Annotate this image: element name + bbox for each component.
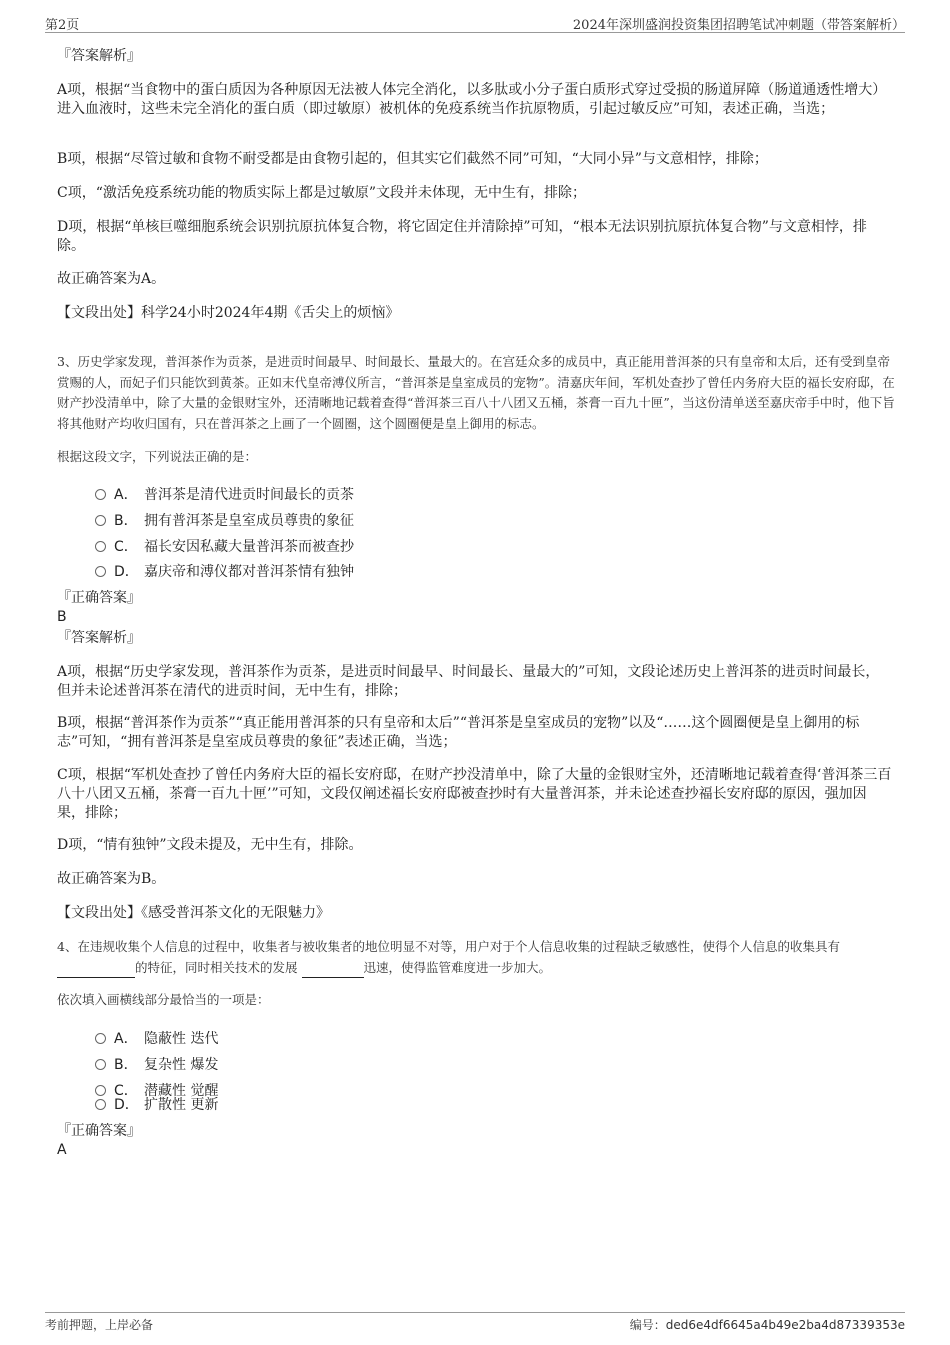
- radio-icon[interactable]: [95, 1059, 106, 1070]
- radio-icon[interactable]: [95, 515, 106, 526]
- q3-option-b[interactable]: B． 拥有普洱茶是皇室成员尊贵的象征: [95, 510, 354, 528]
- q2-source: 【文段出处】科学24小时2024年4期《舌尖上的烦恼》: [57, 305, 400, 321]
- q4-stem: 4、在违规收集个人信息的过程中，收集者与被收集者的地位明显不对等，用户对于个人信息收集的过程缺乏敏感性，使得个人信息的收集具有的特征，同时相关技术的发展 迅速，使得监管难度进一步加大。: [57, 937, 897, 978]
- blank-1: [57, 963, 135, 978]
- q4-correct-label: 『正确答案』: [57, 1123, 141, 1139]
- q3-option-c[interactable]: C． 福长安因私藏大量普洱茶而被查抄: [95, 536, 354, 554]
- q3-option-a[interactable]: A． 普洱茶是清代进贡时间最长的贡茶: [95, 484, 354, 502]
- q4-prompt: 依次填入画横线部分最恰当的一项是：: [57, 992, 270, 1007]
- q2-analysis-c: C项，“激活免疫系统功能的物质实际上都是过敏原”文段并未体现，无中生有，排除；: [57, 185, 587, 201]
- q4-option-d[interactable]: D． 扩散性 更新: [95, 1094, 218, 1112]
- blank-2: [302, 963, 364, 978]
- q3-prompt: 根据这段文字，下列说法正确的是：: [57, 449, 258, 464]
- radio-icon[interactable]: [95, 489, 106, 500]
- q2-analysis-a: A项，根据“当食物中的蛋白质因为各种原因无法被人体完全消化，以多肽或小分子蛋白质形式穿过受损的肠道屏障（肠道通透性增大）进入血液时，这些未完全消化的蛋白质（即过敏原）被机体的免疫系统当作抗原物质，引起过敏反应”可知，表述正确，当选；: [57, 82, 887, 117]
- q2-analysis-b: B项，根据“尽管过敏和食物不耐受都是由食物引起的，但其实它们截然不同”可知，“大同小异”与文意相悖，排除；: [57, 151, 768, 167]
- radio-icon[interactable]: [95, 1099, 106, 1110]
- q3-source: 【文段出处】《感受普洱茶文化的无限魅力》: [57, 905, 330, 921]
- q3-correct-label: 『正确答案』: [57, 590, 141, 606]
- radio-icon[interactable]: [95, 1033, 106, 1044]
- radio-icon[interactable]: [95, 566, 106, 577]
- document-title: 2024年深圳盛润投资集团招聘笔试冲刺题（带答案解析）: [572, 18, 905, 33]
- q4-option-b[interactable]: B． 复杂性 爆发: [95, 1054, 218, 1072]
- q2-analysis-d: D项，根据“单核巨噬细胞系统会识别抗原抗体复合物，将它固定住并清除掉”可知，“根本无法识别抗原抗体复合物”与文意相悖，排除。: [57, 219, 867, 254]
- q3-option-d[interactable]: D． 嘉庆帝和溥仪都对普洱茶情有独钟: [95, 561, 354, 579]
- page-header: [45, 14, 905, 33]
- q4-correct-answer: A: [57, 1142, 67, 1158]
- document-code: 编号：ded6e4df6645a4b49e2ba4d87339353e: [629, 1318, 905, 1332]
- footer-slogan: 考前押题，上岸必备: [45, 1318, 154, 1332]
- q3-stem: 3、历史学家发现，普洱茶作为贡茶，是进贡时间最早、时间最长、量最大的。在宫廷众多的成员中，真正能用普洱茶的只有皇帝和太后，还有受到皇帝赏赐的人，而妃子们只能饮到黄茶。正如末代皇帝溥仪所言，“普洱茶是皇室成员的宠物”。清嘉庆年间，军机处查抄了曾任内务府大臣的福长安府邸，在财产抄没清单中，除了大量的金银财宝外，还清晰地记载着查得“普洱茶三百八十八团又五桶，茶膏一百九十匣”，当这份清单送至嘉庆帝手中时，他下旨将其他财产均收归国有，只在普洱茶之上画了一个圆圈，这个圆圈便是皇上御用的标志。: [57, 354, 895, 431]
- q3-analysis-c: C项，根据“军机处查抄了曾任内务府大臣的福长安府邸，在财产抄没清单中，除了大量的金银财宝外，还清晰地记载着查得‘普洱茶三百八十八团又五桶，茶膏一百九十匣’”可知，文段仅阐述福长安府邸被查抄时有大量普洱茶，并未论述查抄福长安府邸的原因，强加因果，排除；: [57, 767, 892, 821]
- radio-icon[interactable]: [95, 541, 106, 552]
- q3-analysis-b: B项，根据“普洱茶作为贡茶”“真正能用普洱茶的只有皇帝和太后”“普洱茶是皇室成员的宠物”以及“……这个圆圈便是皇上御用的标志”可知，“拥有普洱茶是皇室成员尊贵的象征”表述正确，当选；: [57, 715, 860, 750]
- q2-analysis-label: 『答案解析』: [57, 48, 141, 64]
- q3-analysis-a: A项，根据“历史学家发现，普洱茶作为贡茶，是进贡时间最早、时间最长、量最大的”可知，文段论述历史上普洱茶的进贡时间最长，但并未论述普洱茶在清代的进贡时间，无中生有，排除；: [57, 664, 880, 699]
- q4-option-c[interactable]: C． 潜藏性 觉醒: [95, 1080, 218, 1098]
- q3-correct-answer: B: [57, 609, 67, 625]
- page-number: 第2页: [45, 18, 80, 33]
- q3-analysis-d: D项，“情有独钟”文段未提及，无中生有，排除。: [57, 837, 363, 853]
- q4-option-a[interactable]: A． 隐蔽性 迭代: [95, 1028, 218, 1046]
- q2-conclusion: 故正确答案为A。: [57, 271, 166, 287]
- page-footer: [45, 1312, 905, 1335]
- q3-conclusion: 故正确答案为B。: [57, 871, 166, 887]
- q3-analysis-label: 『答案解析』: [57, 630, 141, 646]
